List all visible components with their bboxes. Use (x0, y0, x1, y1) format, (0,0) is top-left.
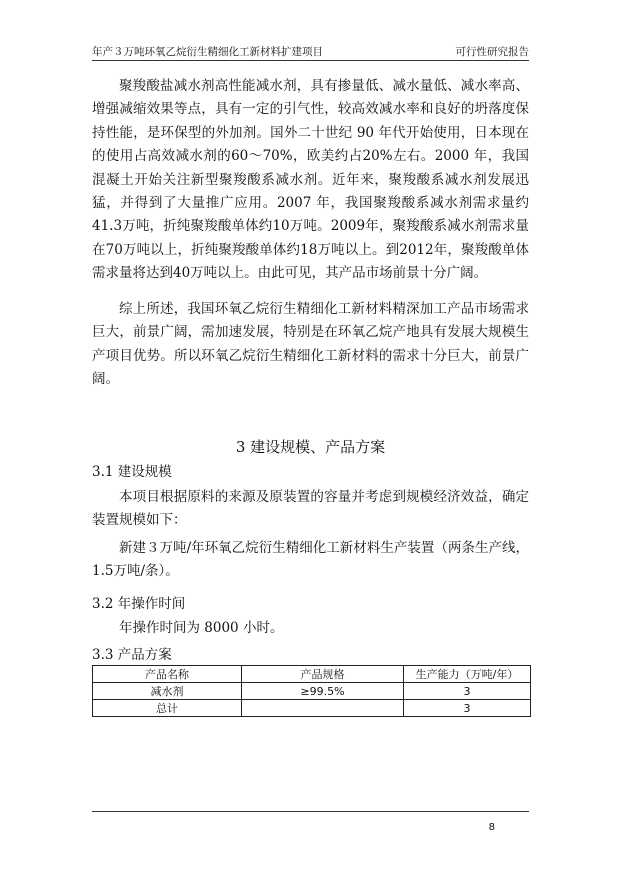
table-row (93, 700, 531, 717)
paragraph-3-2: 年操作时间为 8000 小时。 (119, 620, 284, 636)
table-header-cell: 产品规格 (242, 666, 404, 683)
subsection-heading-3-3: 3.3 产品方案 (92, 647, 172, 663)
table-cell: 3 (404, 700, 531, 717)
table-row (93, 683, 531, 700)
subsection-heading-3-2: 3.2 年操作时间 (92, 596, 186, 612)
table-cell: 减水剂 (93, 683, 242, 700)
footer-rule (92, 811, 529, 812)
table-cell: 总计 (93, 700, 242, 717)
paragraph-market-1: 聚羧酸盐减水剂高性能减水剂，具有掺量低、减水量低、减水率高、增强减缩效果等点，具有一定的引气性，较高效减水率和良好的坍落度保持性能，是环保型的外加剂。国外二十世纪 90 年代开始使用，日本现在的使用占高效减水剂的60～70%，欧美约占20%左右。2000 年，我国混凝土开始关注新型聚羧酸系减水剂。近年来，聚羧酸系减水剂发展迅猛，并得到了大量推广应用。2007 年，我国聚羧酸系减水剂需求量约41.3万吨，折纯聚羧酸单体约10万吨。2009年，聚羧酸系减水剂需求量在70万吨以上，折纯聚羧酸单体约18万吨以上。到2012年，聚羧酸单体需求量将达到40万吨以上。由此可见，其产品市场前景十分广阔。 (92, 78, 529, 282)
header-report-type: 可行性研究报告 (455, 46, 529, 58)
paragraph-market-2: 综上所述，我国环氧乙烷衍生精细化工新材料精深加工产品市场需求巨大，前景广阔，需加速发展，特别是在环氧乙烷产地具有发展大规模生产项目优势。所以环氧乙烷衍生精细化工新材料的需求十分巨大，前景广阔。 (92, 301, 529, 388)
header-rule (92, 60, 529, 61)
subsection-heading-3-1: 3.1 建设规模 (92, 464, 172, 480)
paragraph-3-1-b: 新建３万吨/年环氧乙烷衍生精细化工新材料生产装置（两条生产线，1.5万吨/条）。 (92, 540, 529, 580)
table-cell: 3 (404, 683, 531, 700)
header-project-title: 年产３万吨环氧乙烷衍生精细化工新材料扩建项目 (92, 46, 323, 58)
table-header-cell: 产品名称 (93, 666, 242, 683)
paragraph-3-1-a: 本项目根据原料的来源及原装置的容量并考虑到规模经济效益，确定装置规模如下： (92, 489, 529, 529)
table-header-cell: 生产能力（万吨/年） (404, 666, 531, 683)
page-number: 8 (488, 822, 495, 833)
product-table (92, 665, 531, 717)
section-title: 3 建设规模、产品方案 (235, 438, 386, 456)
table-header-row (93, 666, 531, 683)
table-cell: ≥99.5% (242, 683, 404, 700)
table-cell (242, 700, 404, 717)
